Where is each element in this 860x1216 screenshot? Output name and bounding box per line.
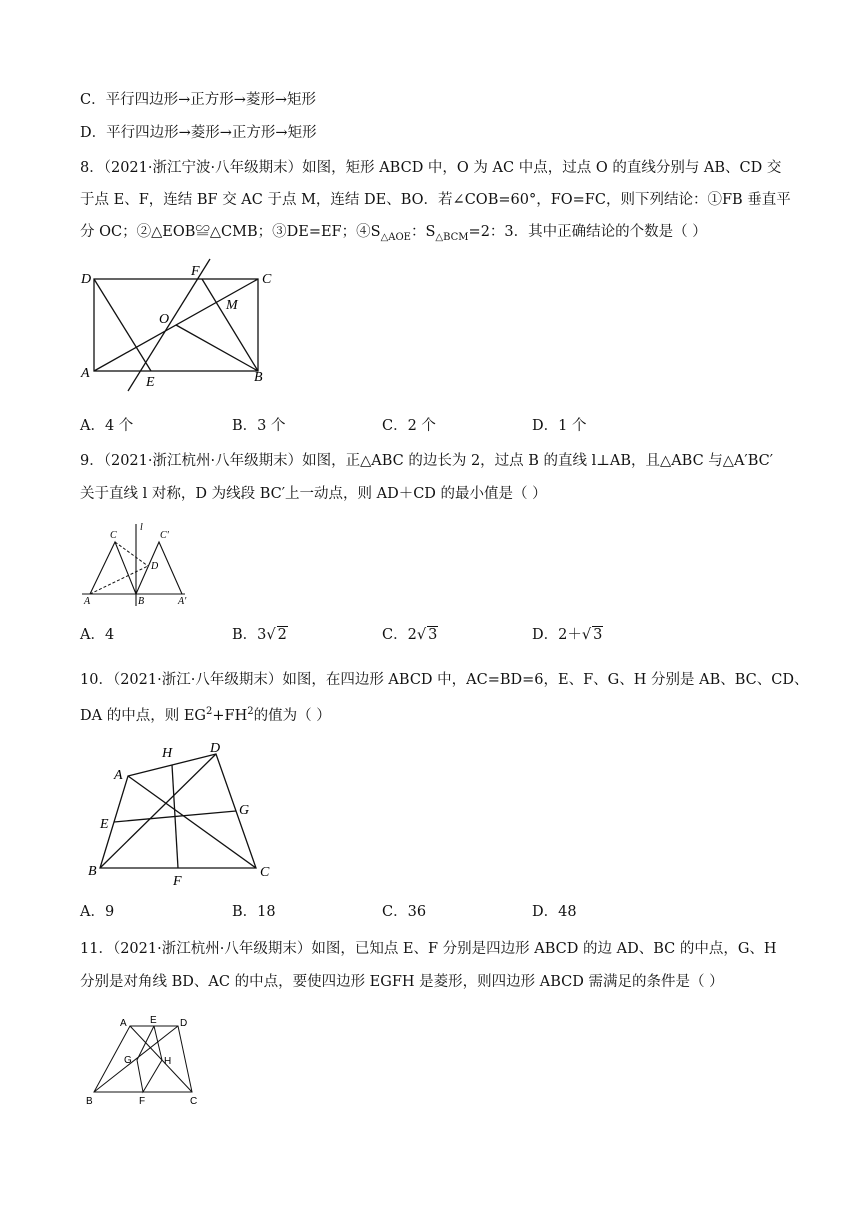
q10-label-f: F	[173, 874, 182, 888]
q10-stem-line2: DA 的中点，则 $EG^2+FH^2$的值为（ ）	[80, 706, 331, 724]
q10-option-a: A．9	[80, 904, 115, 920]
q10-stem-line1: 10．（2021·浙江·八年级期末）如图，在四边形 ABCD 中，AC=BD=6，E、F、G、H 分别是 AB、BC、CD、	[80, 672, 809, 688]
q9-label-d: D	[151, 561, 159, 572]
q9-label-c-prime: C'	[160, 530, 169, 541]
q8-label-f: F	[191, 264, 200, 279]
q10-option-c: C．36	[382, 904, 427, 920]
q8-option-c: C．2 个	[382, 418, 436, 434]
q9-stem-line2: 关于直线 l 对称，D 为线段 BC′上一动点，则 AD＋CD 的最小值是（ ）	[80, 486, 547, 502]
q8-label-d: D	[81, 272, 92, 287]
q9-triangle-figure	[80, 522, 190, 608]
q7-option-c: C．平行四边形→正方形→菱形→矩形	[80, 92, 317, 108]
q11-label-e: E	[150, 1015, 157, 1026]
q10-option-d: D．48	[532, 904, 577, 920]
q9-option-d: D．2＋√ 3	[532, 627, 603, 643]
q11-label-b: B	[86, 1096, 93, 1107]
q10-label-b: B	[88, 864, 97, 879]
q8-label-a: A	[81, 366, 90, 381]
q9-label-c: C	[110, 530, 117, 541]
q7-option-d: D．平行四边形→菱形→正方形→矩形	[80, 125, 317, 141]
q10-label-a: A	[114, 768, 123, 783]
q9-option-b: B．3√ 2	[232, 627, 287, 643]
q8-rectangle-figure	[78, 255, 288, 395]
q11-label-d: D	[180, 1018, 188, 1029]
q11-stem-line2: 分别是对角线 BD、AC 的中点，要使四边形 EGFH 是菱形，则四边形 ABCD 需满足的条件是（ ）	[80, 974, 724, 990]
q8-label-m: M	[226, 298, 238, 313]
q8-stem-line3: 分 OC；②△EOB≌△CMB；③DE=EF；$④S_{\triangle AOE}$：$S_{\triangle BCM}=2$：3．其中正确结论的个数是（ ）	[80, 224, 707, 243]
q10-label-e: E	[100, 817, 109, 832]
q9-label-b: B	[138, 596, 145, 607]
q11-quadrilateral-figure	[82, 1014, 212, 1108]
q9-label-a-prime: A'	[178, 596, 187, 607]
q10-option-b: B．18	[232, 904, 276, 920]
q8-option-b: B．3 个	[232, 418, 286, 434]
q8-label-e: E	[146, 375, 155, 390]
q11-stem-line1: 11．（2021·浙江杭州·八年级期末）如图，已知点 E、F 分别是四边形 ABCD 的边 AD、BC 的中点，G、H	[80, 941, 777, 957]
q10-label-d: D	[210, 742, 221, 756]
q11-label-g: G	[124, 1055, 132, 1066]
q9-option-a: A．4	[80, 627, 115, 643]
q9-label-l: l	[140, 522, 143, 533]
q9-option-c: C．2√ 3	[382, 627, 438, 643]
q11-label-f: F	[139, 1096, 146, 1107]
q9-label-a: A	[84, 596, 91, 607]
q8-option-d: D．1 个	[532, 418, 587, 434]
q11-label-h: H	[164, 1056, 172, 1067]
q10-label-g: G	[239, 803, 250, 818]
q8-option-a: A．4 个	[80, 418, 134, 434]
q10-quadrilateral-figure	[84, 742, 284, 888]
q11-label-a: A	[120, 1018, 127, 1029]
q8-stem-line1: 8．（2021·浙江宁波·八年级期末）如图，矩形 ABCD 中，O 为 AC 中点，过点 O 的直线分别与 AB、CD 交	[80, 160, 782, 176]
q8-label-b: B	[254, 370, 263, 385]
q11-label-c: C	[190, 1096, 198, 1107]
q8-label-c: C	[262, 272, 272, 287]
q10-label-h: H	[162, 746, 173, 761]
q8-stem-line2: 于点 E、F，连结 BF 交 AC 于点 M，连结 DE、BO．若∠COB=60°，FO=FC，则下列结论：①FB 垂直平	[80, 192, 791, 208]
q10-label-c: C	[260, 865, 270, 880]
q8-label-o: O	[159, 312, 170, 327]
q9-stem-line1: 9．（2021·浙江杭州·八年级期末）如图，正△ABC 的边长为 2，过点 B 的直线 l⊥AB，且△ABC 与△A′BC′	[80, 453, 774, 469]
